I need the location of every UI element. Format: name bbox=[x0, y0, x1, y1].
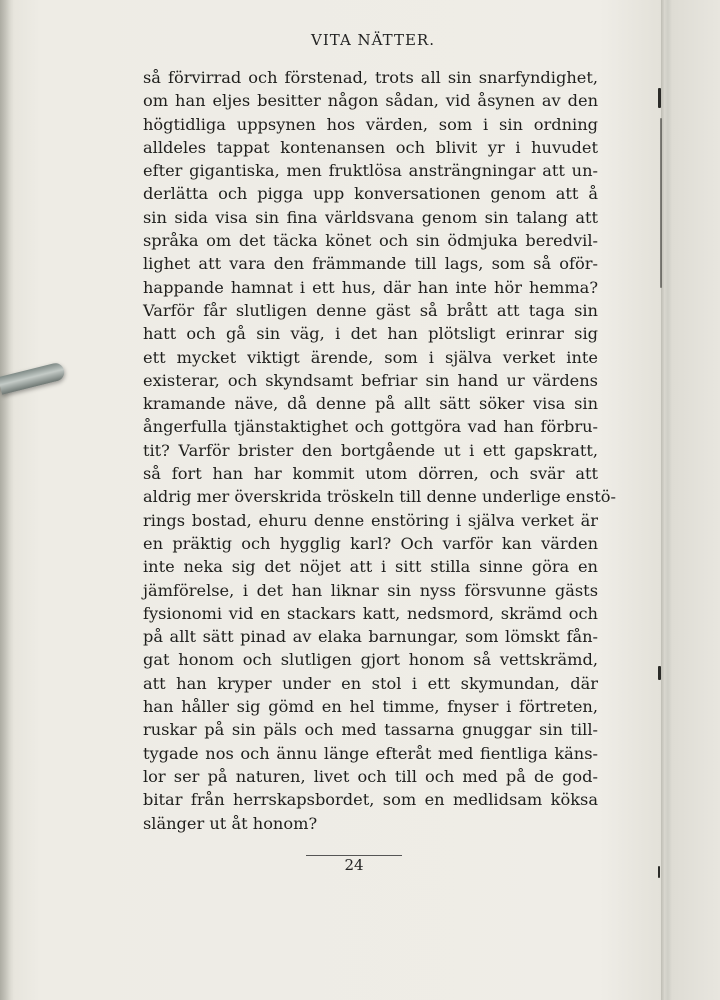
text-line: ruskar på sin päls och med tassarna gnuggar sin till- bbox=[143, 720, 598, 740]
text-line: bitar från herrskapsbordet, som en medlidsam köksa bbox=[143, 790, 598, 810]
text-line: fysionomi vid en stackars katt, nedsmord, skrämd och bbox=[143, 603, 598, 623]
edge-mark bbox=[660, 118, 662, 288]
text-line: inte neka sig det nöjet att i sitt stilla sinne göra en bbox=[143, 557, 598, 577]
text-line: så förvirrad och förstenad, trots all sin snarfyndighet, bbox=[143, 68, 598, 87]
gutter-shadow bbox=[0, 0, 14, 1000]
text-line: om han eljes besitter någon sådan, vid åsynen av den bbox=[143, 91, 598, 111]
text-line: tit? Varför brister den bortgående ut i ett gapskratt, bbox=[143, 440, 598, 460]
text-line: existerar, och skyndsamt befriar sin hand ur värdens bbox=[143, 370, 598, 390]
text-line: jämförelse, i det han liknar sin nyss försvunne gästs bbox=[143, 580, 598, 600]
text-line: alldeles tappat kontenansen och blivit yr i huvudet bbox=[143, 137, 598, 157]
text-line: kramande näve, då denne på allt sätt söker visa sin bbox=[143, 394, 598, 414]
text-line: ångerfulla tjänstaktighet och gottgöra vad han förbru- bbox=[143, 417, 598, 437]
text-line: Varför får slutligen denne gäst så brått att taga sin bbox=[143, 300, 598, 320]
text-line: högtidliga uppsynen hos värden, som i sin ordning bbox=[143, 114, 598, 134]
text-line: ett mycket viktigt ärende, som i själva verket inte bbox=[143, 347, 598, 367]
text-line: derlätta och pigga upp konversationen genom att å bbox=[143, 184, 598, 204]
text-line: språka om det täcka könet och sin ödmjuka beredvil- bbox=[143, 231, 598, 251]
text-line: rings bostad, ehuru denne enstöring i själva verket är bbox=[143, 510, 598, 530]
text-line: hatt och gå sin väg, i det han plötsligt erinrar sig bbox=[143, 324, 598, 344]
text-line: han håller sig gömd en hel timme, fnyser i förtreten, bbox=[143, 697, 598, 717]
running-head: VITA NÄTTER. bbox=[311, 31, 435, 49]
text-line: gat honom och slutligen gjort honom så vettskrämd, bbox=[143, 650, 598, 670]
edge-mark bbox=[658, 88, 661, 108]
text-line: tygade nos och ännu länge efteråt med fientliga käns- bbox=[143, 743, 598, 763]
text-line: en präktig och hygglig karl? Och varför kan värden bbox=[143, 533, 598, 553]
text-line: slänger ut åt honom? bbox=[143, 813, 318, 833]
text-line: efter gigantiska, men fruktlösa ansträngningar att un- bbox=[143, 161, 598, 181]
text-line: aldrig mer överskrida tröskeln till denne underlige enstö- bbox=[143, 487, 616, 507]
text-line: på allt sätt pinad av elaka barnungar, som lömskt fån- bbox=[143, 627, 598, 647]
text-line: att han kryper under en stol i ett skymundan, där bbox=[143, 673, 598, 693]
text-line: happande hamnat i ett hus, där han inte hör hemma? bbox=[143, 277, 598, 297]
text-line: sin sida visa sin fina världsvana genom sin talang att bbox=[143, 207, 598, 227]
text-line: så fort han har kommit utom dörren, och svär att bbox=[143, 464, 598, 484]
text-line: lor ser på naturen, livet och till och med på de god- bbox=[143, 766, 598, 786]
text-line: lighet att vara den främmande till lags, som så oför- bbox=[143, 254, 598, 274]
page-number: 24 bbox=[344, 856, 364, 874]
edge-mark bbox=[658, 666, 661, 680]
body-text bbox=[143, 66, 616, 835]
